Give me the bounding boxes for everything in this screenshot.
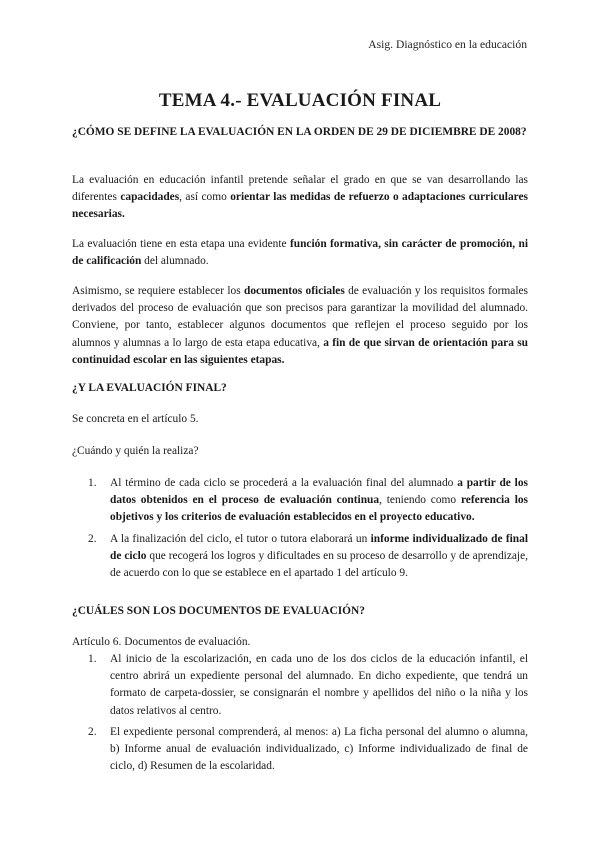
paragraph-official-documents: Asimismo, se requiere establecer los documentos oficiales de evaluación y los requisitos formales derivados del proceso de evaluación que son precisos para garantizar la movilidad del alumnado. Conviene, por tanto, establecer algunos documentos que reflejen el proceso seguido por los alumnos y alumnas a lo largo de esta etapa educativa, a fin de que sirvan de orientación para su continuidad escolar en las siguientes etapas. bbox=[72, 285, 528, 366]
paragraph-when-who: ¿Cuándo y quién la realiza? bbox=[72, 445, 199, 457]
section-heading-final-evaluation: ¿Y LA EVALUACIÓN FINAL? bbox=[72, 382, 227, 394]
final-evaluation-list bbox=[72, 475, 528, 582]
list-item: 2. A la finalización del ciclo, el tutor o tutora elaborará un informe individualizado de final de ciclo que recogerá los logros y dificultades en su proceso de desarrollo y de aprendizaje, de acuerdo con lo que se establece en el apartado 1 del artículo 9. bbox=[88, 532, 528, 580]
section-heading-definition: ¿CÓMO SE DEFINE LA EVALUACIÓN EN LA ORDEN DE 29 DE DICIEMBRE DE 2008? bbox=[72, 126, 527, 138]
paragraph-article-6: Artículo 6. Documentos de evaluación. bbox=[72, 636, 251, 648]
list-item: 2. El expediente personal comprenderá, al menos: a) La ficha personal del alumno o alumna, b) Informe anual de evaluación individualizado, c) Informe individualizado de final de ciclo, d) Resumen de la escolaridad. bbox=[88, 725, 528, 773]
page-title: TEMA 4.- EVALUACIÓN FINAL bbox=[158, 90, 442, 111]
paragraph-definition: La evaluación en educación infantil pretende señalar el grado en que se van desarrollando las diferentes capacidades, así como orientar las medidas de refuerzo o adaptaciones curriculares necesarias. bbox=[72, 174, 528, 221]
documents-list bbox=[72, 651, 528, 775]
paragraph-formative-function: La evaluación tiene en esta etapa una evidente función formativa, sin carácter de promoción, ni de calificación del alumnado. bbox=[72, 238, 529, 268]
list-item: 1. Al término de cada ciclo se procederá a la evaluación final del alumnado a partir de los datos obtenidos en el proceso de evaluación continua, teniendo como referencia los objetivos y los criterios de evaluación establecidos en el proyecto educativo. bbox=[88, 477, 528, 524]
paragraph-article-5: Se concreta en el artículo 5. bbox=[72, 413, 199, 425]
section-heading-documents: ¿CUÁLES SON LOS DOCUMENTOS DE EVALUACIÓN? bbox=[72, 605, 365, 617]
page-header: Asig. Diagnóstico en la educación bbox=[368, 38, 527, 51]
list-item: 1. Al inicio de la escolarización, en cada uno de los dos ciclos de la educación infantil, el centro abrirá un expediente personal del alumnado. En dicho expediente, que tendrá un formato de carpeta-dossier, se consignarán el nombre y apellidos del niño o la niña y los datos relativos al centro. bbox=[88, 653, 528, 717]
